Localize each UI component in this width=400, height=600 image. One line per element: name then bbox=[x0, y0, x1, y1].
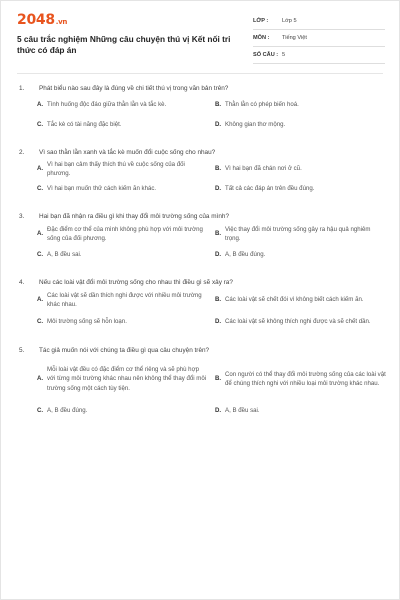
option-letter: C. bbox=[37, 185, 44, 193]
site-logo[interactable]: 2048.vn bbox=[17, 12, 68, 28]
question-prompt: Vì sao thằn lằn xanh và tắc kè muốn đổi cuộc sống cho nhau? bbox=[39, 148, 216, 156]
option-letter: A. bbox=[37, 230, 44, 238]
option-text: Các loài vật sẽ không thích nghi được và sẽ chết dần. bbox=[225, 318, 371, 326]
question-number: 2. bbox=[19, 148, 25, 156]
question-text bbox=[19, 275, 381, 289]
answer-options bbox=[19, 223, 381, 265]
option-text: Đặc điểm cơ thể của mình không phù hợp với môi trường sống của đối phương. bbox=[47, 225, 203, 242]
option-letter: D. bbox=[215, 121, 222, 129]
meta-grade: LỚP : Lớp 5 bbox=[253, 13, 385, 30]
option-letter: D. bbox=[215, 407, 222, 415]
answer-option-d[interactable] bbox=[215, 311, 387, 333]
answer-options bbox=[19, 289, 381, 333]
option-letter: B. bbox=[215, 230, 222, 238]
option-text: Mỗi loài vật đều có đặc điểm cơ thể riêng và sẽ phù hợp với từng môi trường khác nhau nên không thể thay đổi môi trường sống một cách tùy tiện. bbox=[47, 365, 207, 392]
answer-option-c[interactable] bbox=[37, 311, 209, 333]
answer-option-a[interactable] bbox=[37, 95, 209, 115]
question-text bbox=[19, 343, 381, 357]
answer-options bbox=[19, 357, 386, 421]
question-1 bbox=[19, 81, 381, 135]
meta-subject: MÔN : Tiếng Việt bbox=[253, 30, 385, 47]
option-text: A, B đều sai. bbox=[47, 251, 82, 259]
question-4 bbox=[19, 275, 381, 333]
document-header bbox=[1, 1, 399, 71]
document-meta bbox=[253, 13, 385, 64]
answer-option-b[interactable] bbox=[215, 357, 387, 401]
option-text: A, B đều sai. bbox=[225, 407, 260, 415]
option-text: Việc thay đổi môi trường sống gây ra hậu quả nghiêm trọng. bbox=[225, 225, 371, 242]
question-3 bbox=[19, 209, 381, 265]
question-text bbox=[19, 145, 381, 159]
option-letter: B. bbox=[215, 375, 222, 383]
question-prompt: Nếu các loài vật đổi môi trường sống cho nhau thì điều gì sẽ xảy ra? bbox=[39, 278, 233, 286]
option-letter: D. bbox=[215, 318, 222, 326]
question-5 bbox=[19, 343, 386, 421]
option-text: Tắc kè có tài năng đặc biệt. bbox=[47, 121, 122, 129]
answer-option-d[interactable] bbox=[215, 179, 387, 199]
answer-option-d[interactable] bbox=[215, 245, 387, 265]
question-text bbox=[19, 81, 381, 95]
option-text: Vì hai bạn muốn thử cách kiếm ăn khác. bbox=[47, 185, 157, 193]
option-letter: D. bbox=[215, 251, 222, 259]
option-text: Môi trường sống sẽ hỗn loạn. bbox=[47, 318, 127, 326]
option-letter: C. bbox=[37, 407, 44, 415]
option-letter: C. bbox=[37, 251, 44, 259]
question-prompt: Phát biểu nào sau đây là đúng về chi tiết thú vị trong văn bản trên? bbox=[39, 84, 229, 92]
question-prompt: Tác giả muốn nói với chúng ta điều gì qua câu chuyện trên? bbox=[39, 346, 210, 354]
question-list bbox=[19, 81, 386, 421]
option-letter: D. bbox=[215, 185, 222, 193]
answer-option-a[interactable] bbox=[37, 159, 209, 179]
option-text: A, B đều đúng. bbox=[47, 407, 88, 415]
answer-option-d[interactable] bbox=[215, 115, 387, 135]
answer-option-c[interactable] bbox=[37, 245, 209, 265]
option-text: Không gian thơ mộng. bbox=[225, 121, 286, 129]
answer-option-b[interactable] bbox=[215, 95, 387, 115]
answer-option-c[interactable] bbox=[37, 179, 209, 199]
option-letter: B. bbox=[215, 101, 222, 109]
option-text: Vì hai bạn đã chán nơi ở cũ. bbox=[225, 165, 302, 173]
question-text bbox=[19, 209, 381, 223]
answer-options bbox=[19, 159, 381, 199]
option-text: Các loài vật sẽ chết đói vì không biết cách kiếm ăn. bbox=[225, 296, 364, 304]
option-letter: C. bbox=[37, 121, 44, 129]
answer-option-b[interactable] bbox=[215, 159, 387, 179]
option-text: Vì hai bạn cảm thấy thích thú về cuộc sống của đối phương. bbox=[47, 160, 185, 177]
option-letter: A. bbox=[37, 375, 44, 383]
question-number: 3. bbox=[19, 212, 25, 220]
option-text: Các loài vật sẽ dần thích nghi được với nhiều môi trường khác nhau. bbox=[47, 291, 202, 308]
option-letter: A. bbox=[37, 165, 44, 173]
option-letter: A. bbox=[37, 296, 44, 304]
answer-option-a[interactable] bbox=[37, 357, 209, 401]
question-number: 1. bbox=[19, 84, 25, 92]
option-letter: B. bbox=[215, 296, 222, 304]
header-divider bbox=[17, 73, 383, 74]
answer-option-c[interactable] bbox=[37, 115, 209, 135]
option-letter: C. bbox=[37, 318, 44, 326]
option-text: Thằn lằn có phép biến hoá. bbox=[225, 101, 299, 109]
answer-option-b[interactable] bbox=[215, 289, 387, 311]
question-prompt: Hai bạn đã nhận ra điều gì khi thay đổi môi trường sống của mình? bbox=[39, 212, 230, 220]
answer-option-b[interactable] bbox=[215, 223, 387, 245]
document-title: 5 câu trắc nghiệm Những câu chuyện thú vị Kết nối tri thức có đáp án bbox=[17, 34, 231, 55]
option-text: Tình huống độc đáo giữa thằn lằn và tắc kè. bbox=[47, 101, 167, 109]
answer-option-a[interactable] bbox=[37, 223, 209, 245]
question-2 bbox=[19, 145, 381, 199]
question-number: 4. bbox=[19, 278, 25, 286]
option-text: A, B đều đúng. bbox=[225, 251, 266, 259]
answer-option-a[interactable] bbox=[37, 289, 209, 311]
answer-option-d[interactable] bbox=[215, 401, 387, 421]
option-letter: A. bbox=[37, 101, 44, 109]
option-text: Tất cả các đáp án trên đều đúng. bbox=[225, 185, 315, 193]
answer-options bbox=[19, 95, 381, 135]
question-number: 5. bbox=[19, 346, 25, 354]
option-letter: B. bbox=[215, 165, 222, 173]
option-text: Con người có thể thay đổi môi trường sống của các loài vật để chúng thích nghi với nhiều loại môi trường khác nhau. bbox=[225, 370, 386, 387]
answer-option-c[interactable] bbox=[37, 401, 209, 421]
meta-question-count: SỐ CÂU : 5 bbox=[253, 47, 385, 64]
